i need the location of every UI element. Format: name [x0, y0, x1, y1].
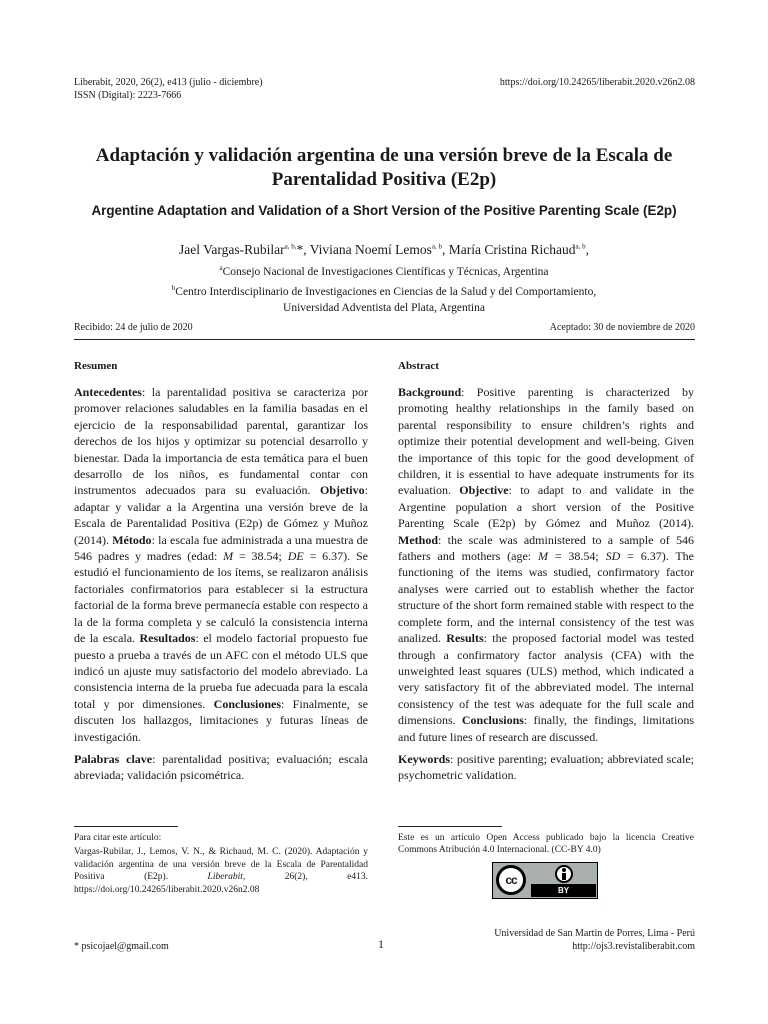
abstract-body	[398, 384, 694, 745]
resumen-column	[74, 359, 368, 784]
corresponding-mark: *	[296, 242, 304, 257]
accepted-date: Aceptado: 30 de noviembre de 2020	[549, 322, 695, 333]
symbol-m: M	[223, 549, 234, 564]
journal-citation-line: Liberabit, 2020, 26(2), e413 (julio - diciembre)	[74, 77, 263, 88]
text-results: : the proposed factorial model was tested through a confirmatory factor analysis (CFA) with the unweighted least squares (ULS) method, which indicated a very satisfactory fit of the abbreviated model. The internal consistency of the test was adequate for the full scale and dimensions.	[398, 631, 694, 728]
corresponding-email[interactable]: * psicojael@gmail.com	[74, 941, 169, 952]
affiliation-text: Consejo Nacional de Investigaciones Científicas y Técnicas, Argentina	[222, 266, 549, 278]
author-list	[40, 241, 728, 259]
affiliation-b	[60, 284, 708, 316]
cc-icon: cc	[496, 865, 526, 895]
text-method: : the scale was administered to a sample of 546 fathers and mothers (age:	[398, 532, 694, 564]
text-objetivo: : adaptar y validar a la Argentina una versión breve de la Escala de Parentalidad Positiva (E2p) de Gómez y Muñoz (2014).	[74, 483, 368, 547]
author-affiliation-mark: a, b	[431, 242, 443, 251]
affiliation-text: Centro Interdisciplinario de Investigaciones en Ciencias de la Salud y del Comportamiento,	[175, 286, 597, 298]
resumen-heading: Resumen	[74, 360, 118, 372]
citation-journal: Liberabit,	[207, 872, 246, 883]
citation-text	[74, 846, 368, 896]
author-name: María Cristina Richaud	[448, 242, 576, 257]
university-name: Universidad de San Martín de Porres, Lima - Perú	[494, 928, 695, 939]
author-separator: ,	[303, 242, 310, 257]
label-resultados: Resultados	[139, 631, 196, 646]
label-conclusiones: Conclusiones	[213, 696, 282, 711]
by-label: BY	[557, 886, 570, 895]
label-palabras-clave: Palabras clave	[74, 751, 153, 766]
label-results: Results	[446, 631, 484, 646]
label-background: Background	[398, 385, 462, 399]
text-conclusiones: : Finalmente, se discuten los hallazgos, limitaciones y futuras líneas de investigación.	[74, 696, 368, 744]
author-name: Viviana Noemí Lemos	[309, 242, 432, 257]
label-objetivo: Objetivo	[319, 483, 365, 498]
label-keywords: Keywords	[398, 751, 450, 766]
symbol-sd: SD	[605, 549, 621, 564]
footnote-rule	[74, 826, 178, 827]
journal-website[interactable]: http://ojs3.revistaliberabit.com	[572, 941, 695, 952]
affiliation-mark: a	[219, 264, 223, 273]
affiliation-mark: b	[171, 284, 176, 293]
text-metodo: : la escala fue administrada a una muestra de 546 padres y madres (edad:	[74, 532, 368, 564]
text-background: : Positive parenting is characterized by promoting healthy relationships in the family based on parental responsibility to ensure children’s rights and optimize their potential development and well-being. Given the importance of this topic for the good development of children, it is essential to have adequate instruments for its evaluation.	[398, 385, 694, 498]
divider-line	[74, 339, 695, 340]
doi-link[interactable]: https://doi.org/10.24265/liberabit.2020.v26n2.08	[499, 77, 695, 88]
cc-by-badge[interactable]	[492, 862, 598, 899]
resumen-body	[74, 384, 368, 745]
article-title-english: Argentine Adaptation and Validation of a Short Version of the Positive Parenting Scale (E2p)	[91, 203, 677, 218]
text-resultados: : el modelo factorial propuesto fue puesto a prueba a través de un AFC con el método ULS que indicó un ajuste muy satisfactorio del modelo abreviado. La consistencia interna de la prueba fue adecuada para la escala total y por dimensiones.	[74, 631, 369, 711]
text-antecedentes: : la parentalidad positiva se caracteriza por promover relaciones saludables en la familia basadas en el ejercicio de la responsabilidad parental, garantizar los derechos de los hijos y optimizar su potencial desarrollo y bienestar. Dada la importancia de esta temática para el buen desarrollo de los niños, es fundamental contar con instrumentos adecuados para su evaluación.	[74, 385, 368, 498]
by-band	[531, 863, 596, 897]
received-date: Recibido: 24 de julio de 2020	[74, 322, 193, 333]
label-method: Method	[398, 532, 438, 547]
text-conclusions: : finally, the findings, limitations and future lines of research are discussed.	[398, 713, 694, 744]
attribution-person-icon	[555, 865, 573, 883]
issn-line: ISSN (Digital): 2223-7666	[74, 90, 182, 101]
text-objective: : to adapt to and validate in the Argentine population a short version of the Positive Parenting Scale (E2p) by Gómez and Muñoz (2014).	[398, 483, 694, 531]
abstract-heading: Abstract	[398, 360, 439, 372]
citation-part: Vargas-Rubilar, J., Lemos, V. N., & Richaud, M. C. (2020). Adaptación y validación argentina de una versión breve de la Escala de Parentalidad Positiva (E2p).	[74, 847, 368, 883]
label-conclusions: Conclusions	[461, 713, 524, 728]
label-antecedentes: Antecedentes	[74, 385, 142, 399]
palabras-clave	[74, 751, 368, 784]
text-method: = 38.54;	[547, 549, 606, 564]
keywords	[398, 751, 694, 784]
text-method: = 6.37). The functioning of the items was studied, confirmatory factor analyses were carried out to establish whether the factor structure of the short form remained stable with respect to the complete form, and the internal consistency of the test was analized.	[398, 549, 695, 646]
affiliation-a	[60, 264, 708, 280]
page-number: 1	[378, 937, 384, 951]
citation-heading: Para citar este artículo:	[74, 833, 162, 843]
author-affiliation-mark: a, b,	[284, 242, 297, 251]
text-palabras-clave: : parentalidad positiva; evaluación; escala abreviada; validación psicométrica.	[74, 751, 368, 783]
text-metodo: = 38.54;	[233, 549, 288, 564]
affiliation-text-line2: Universidad Adventista del Plata, Argentina	[283, 302, 485, 314]
label-metodo: Método	[112, 532, 152, 547]
author-separator: ,	[585, 242, 589, 257]
citation-block	[74, 832, 368, 896]
article-title-spanish: Adaptación y validación argentina de una versión breve de la Escala de Parentalidad Positiva (E2p)	[95, 145, 673, 190]
symbol-m: M	[537, 549, 548, 564]
license-text: Este es un artículo Open Access publicado bajo la licencia Creative Commons Atribución 4.0 Internacional. (CC-BY 4.0)	[398, 833, 694, 856]
abstract-column	[398, 359, 694, 784]
footnote-rule	[398, 826, 502, 827]
text-keywords: : positive parenting; evaluation; abbreviated scale; psychometric validation.	[398, 751, 694, 783]
text-metodo: = 6.37). Se estudió el funcionamiento de los ítems, se realizaron análisis factoriales confirmatorios para establecer si la estructura factorial de la forma breve permanecía estable con respecto a la de la forma completa y se calculó la consistencia interna de la escala.	[74, 549, 368, 646]
label-objective: Objective	[459, 483, 509, 498]
symbol-de: DE	[287, 549, 304, 564]
author-affiliation-mark: a, b	[575, 242, 586, 251]
citation-part: 26(2), e413. https://doi.org/10.24265/liberabit.2020.v26n2.08	[74, 872, 369, 895]
author-separator: ,	[442, 242, 449, 257]
author-name: Jael Vargas-Rubilar	[179, 242, 285, 257]
